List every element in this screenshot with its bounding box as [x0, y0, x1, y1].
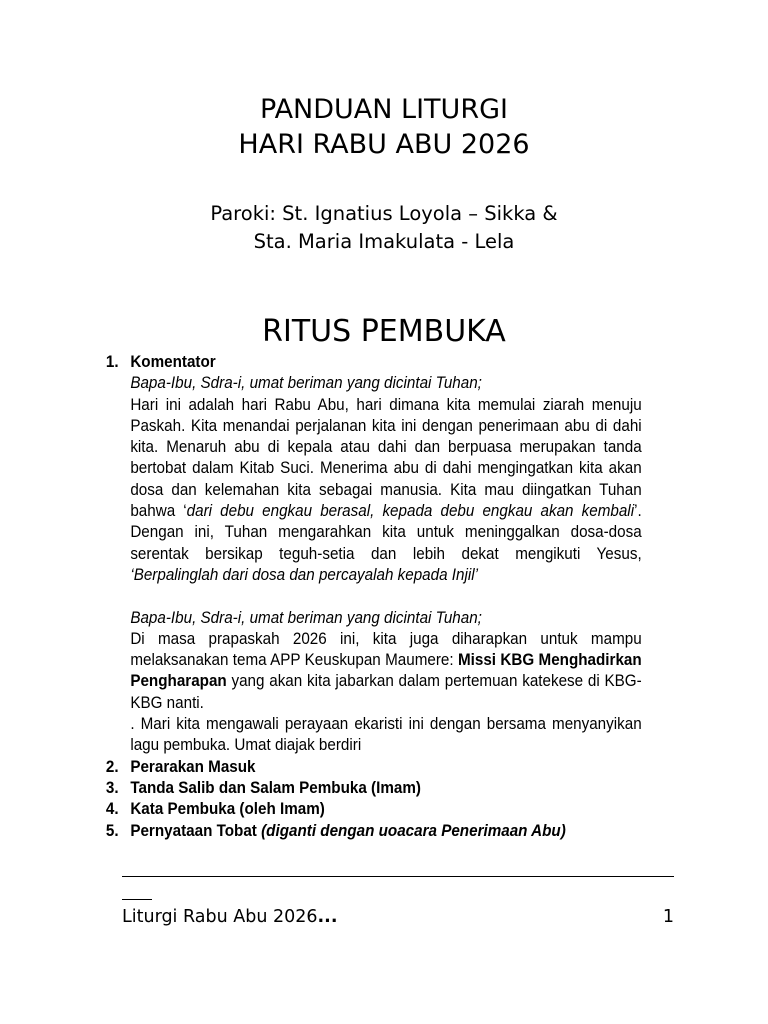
- commentary-paragraph: Di masa prapaskah 2026 ini, kita juga diharapkan untuk mampu melaksanakan tema APP Keuskupan Maumere: Missi KBG Menghadirkan Pengharapan yang akan kita jabarkan dalam pertemuan katekese di KBG-KBG nanti.: [130, 629, 642, 712]
- section-title: RITUS PEMBUKA: [262, 314, 506, 349]
- list-item: [104, 778, 642, 799]
- parish-line-1: Paroki: St. Ignatius Loyola – Sikka &: [210, 202, 558, 225]
- footer-label: Liturgi Rabu Abu 2026...: [122, 907, 338, 927]
- item-number: 4.: [105, 800, 119, 819]
- app-theme: Missi KBG Menghadirkan Pengharapan: [130, 651, 642, 691]
- greeting: Bapa-Ibu, Sdra-i, umat beriman yang dicintai Tuhan;: [130, 608, 482, 627]
- document-body: [104, 352, 642, 842]
- item-note: (diganti dengan uoacara Penerimaan Abu): [261, 821, 566, 840]
- item-heading: Komentator: [130, 353, 216, 371]
- item-number: 2.: [105, 757, 119, 776]
- commentary-paragraph: Hari ini adalah hari Rabu Abu, hari dimana kita memulai ziarah menuju Paskah. Kita menandai perjalanan kita ini dengan penerimaan abu di dahi kita. Menaruh abu di kepala atau dahi dan berpuasa merupakan tanda bertobat dalam Kitab Suci. Menerima abu di dahi mengingatkan kita akan dosa dan kelemahan kita sebagai manusia. Kita mau diingatkan Tuhan bahwa ‘dari debu engkau berasal, kepada debu engkau akan kembali’. Dengan ini, Tuhan mengarahkan kita untuk meninggalkan dosa-dosa serentak bersikap teguh-setia dan lebih dekat mengikuti Yesus, ‘Berpalinglah dari dosa dan percayalah kepada Injil’: [130, 395, 642, 584]
- list-item: [104, 821, 642, 842]
- item-number: 1.: [105, 353, 119, 371]
- title-line-2: HARI RABU ABU 2026: [238, 129, 530, 160]
- list-item: [104, 352, 642, 757]
- footer-divider-stub: [122, 899, 152, 900]
- title-line-1: PANDUAN LITURGI: [260, 94, 508, 125]
- parish-heading: [0, 200, 768, 256]
- parish-line-2: Sta. Maria Imakulata - Lela: [253, 230, 515, 253]
- scripture-quote: dari debu engkau berasal, kepada debu engkau akan kembali: [186, 502, 635, 521]
- list-item: [104, 757, 642, 778]
- footer-divider: [122, 876, 674, 877]
- item-number: 5.: [105, 821, 119, 840]
- item-heading: Tanda Salib dan Salam Pembuka (Imam): [130, 778, 421, 797]
- list-item: [104, 799, 642, 820]
- item-heading: Kata Pembuka (oleh Imam): [130, 800, 325, 819]
- document-title: [0, 92, 768, 162]
- scripture-quote: ‘Berpalinglah dari dosa dan percayalah kepada Injil’: [130, 565, 479, 584]
- item-heading: Perarakan Masuk: [130, 757, 256, 776]
- commentary-paragraph: . Mari kita mengawali perayaan ekaristi ini dengan bersama menyanyikan lagu pembuka. Umat diajak berdiri: [130, 715, 642, 755]
- item-number: 3.: [105, 778, 119, 797]
- greeting: Bapa-Ibu, Sdra-i, umat beriman yang dicintai Tuhan;: [130, 374, 482, 393]
- item-heading: Pernyataan Tobat: [130, 821, 257, 840]
- page-number: 1: [662, 907, 674, 927]
